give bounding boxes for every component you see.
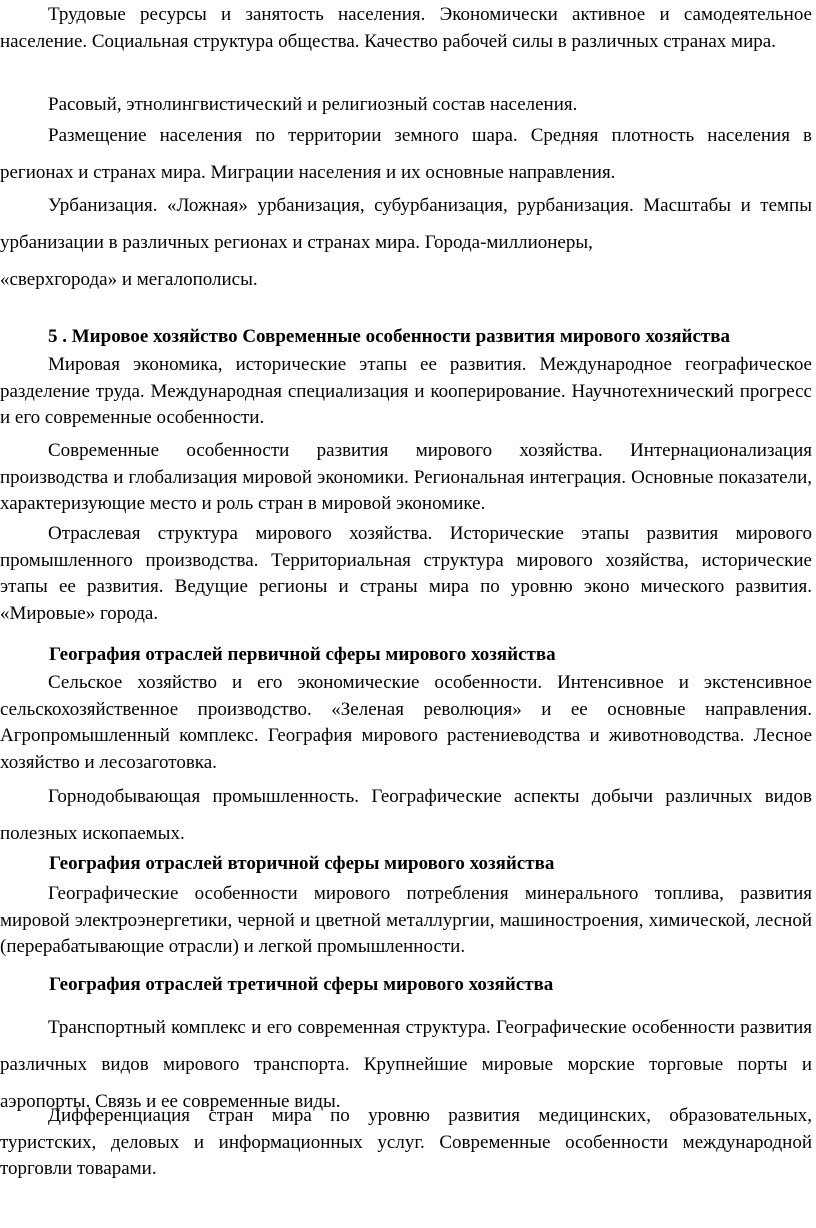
paragraph-industry: Географические особенности мирового потребления минерального топлива, развития мировой электроэнергетики, черной и цветной металлургии, машиностроения, химической, лесной (перерабатывающие отрасли) и легкой промышленности.	[0, 883, 812, 957]
paragraph-mining: Горнодобывающая промышленность. Географические аспекты добычи различных видов полезных ископаемых.	[0, 786, 812, 844]
subsection-heading-secondary-sector: География отраслей вторичной сферы мирового хозяйства	[49, 853, 555, 874]
paragraph-urbanization-text: Урбанизация. «Ложная» урбанизация, субурбанизация, рурбанизация. Масштабы и темпы урбанизации в различных регионах и странах мира. Города-миллионеры,	[0, 195, 812, 253]
paragraph-sectoral-structure: Отраслевая структура мирового хозяйства. Исторические этапы развития мирового промышленного производства. Территориальная структура мирового хозяйства, исторические этапы ее развития. Ведущие регионы и страны мира по уровню эконо мического развития. «Мировые» города.	[0, 523, 812, 624]
paragraph-modern-features: Современные особенности развития мирового хозяйства. Интернационализация производства и глобализация мировой экономики. Региональная интеграция. Основные показатели, характеризующие место и роль стран в мировой экономике.	[0, 440, 812, 514]
section-heading-world-economy: 5 . Мировое хозяйство Современные особенности развития мирового хозяйства	[48, 326, 730, 347]
paragraph-world-economy: Мировая экономика, исторические этапы ее развития. Международное географическое разделение труда. Международная специализация и кооперирование. Научнотехнический прогресс и его современные особенности.	[0, 354, 812, 428]
paragraph-population-distribution: Размещение населения по территории земного шара. Средняя плотность населения в регионах и странах мира. Миграции населения и их основные направления.	[0, 125, 812, 183]
paragraph-agriculture: Сельское хозяйство и его экономические особенности. Интенсивное и экстенсивное сельскохозяйственное производство. «Зеленая революция» и ее основные направления. Агропромышленный комплекс. География мирового растениеводства и животноводства. Лесное хозяйство и лесозаготовка.	[0, 672, 812, 773]
paragraph-urbanization	[0, 187, 812, 298]
paragraph-urbanization-end: «сверхгорода» и мегалополисы.	[0, 269, 258, 290]
subsection-heading-primary-sector: География отраслей первичной сферы мирового хозяйства	[49, 644, 556, 665]
paragraph-labor-resources: Трудовые ресурсы и занятость населения. Экономически активное и самодеятельное население. Социальная структура общества. Качество рабочей силы в различных странах мира.	[0, 4, 812, 52]
paragraph-services-trade: Дифференциация стран мира по уровню развития медицинских, образовательных, туристских, деловых и информационных услуг. Современные особенности международной торговли товарами.	[0, 1105, 812, 1179]
subsection-heading-tertiary-sector: География отраслей третичной сферы мирового хозяйства	[49, 974, 554, 995]
paragraph-population-composition: Расовый, этнолингвистический и религиозный состав населения.	[48, 94, 578, 115]
paragraph-transport: Транспортный комплекс и его современная структура. Географические особенности развития различных видов мирового транспорта. Крупнейшие мировые морские торговые порты и аэропорты. Связь и ее современные виды.	[0, 1017, 812, 1112]
